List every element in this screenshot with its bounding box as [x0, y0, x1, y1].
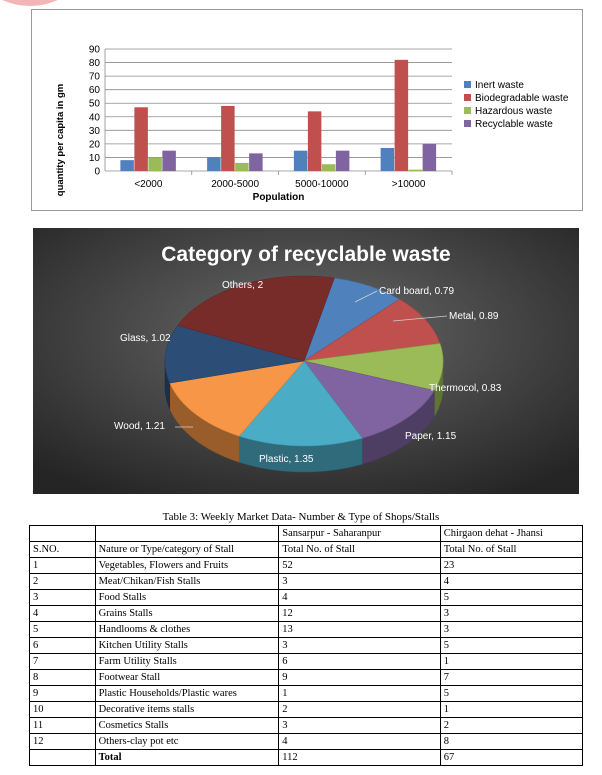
table-cell: 10 [30, 702, 96, 718]
bar-recyclable-waste [162, 151, 176, 171]
table-cell: 11 [30, 718, 96, 734]
table-cell: Decorative items stalls [95, 702, 279, 718]
bar-hazardous-waste [409, 170, 423, 171]
y-tick-label: 30 [88, 125, 100, 137]
recyclable-pie-chart [33, 228, 579, 494]
y-tick-label: 70 [88, 71, 100, 83]
table-row [30, 718, 583, 734]
table-caption: Table 3: Weekly Market Data- Number & Type of Shops/Stalls [162, 511, 440, 523]
bar-hazardous-waste [235, 163, 249, 171]
table-cell: 6 [279, 654, 440, 670]
legend-label: Inert waste [475, 80, 524, 91]
table-cell: 8 [30, 670, 96, 686]
bar-biodegradable-waste [395, 60, 409, 171]
table-cell: 52 [279, 558, 440, 574]
table-cell: Grains Stalls [95, 606, 279, 622]
y-tick-label: 20 [88, 139, 100, 151]
table-header-cell: Sansarpur - Saharanpur [279, 526, 440, 542]
table-total-cell [30, 750, 96, 766]
table-row [30, 670, 583, 686]
table-place-header-row [30, 526, 583, 542]
table-cell: 12 [30, 734, 96, 750]
legend-label: Hazardous waste [475, 106, 553, 117]
y-tick-label: 0 [94, 166, 100, 178]
table-header-cell [95, 526, 279, 542]
table-cell: 5 [440, 590, 582, 606]
table-cell: 4 [279, 734, 440, 750]
bar-inert-waste [207, 157, 221, 171]
pie-data-label: Metal, 0.89 [449, 311, 499, 322]
y-tick-label: 90 [88, 44, 100, 56]
bar-inert-waste [294, 151, 308, 171]
table-cell: 3 [30, 590, 96, 606]
table-row [30, 734, 583, 750]
table-cell: 2 [440, 718, 582, 734]
pie-data-label: Wood, 1.21 [114, 421, 165, 432]
table-cell: Farm Utility Stalls [95, 654, 279, 670]
pie-data-label: Thermocol, 0.83 [429, 383, 502, 394]
table-cell: Vegetables, Flowers and Fruits [95, 558, 279, 574]
legend-swatch [464, 107, 471, 114]
table-row [30, 558, 583, 574]
table-cell: Kitchen Utility Stalls [95, 638, 279, 654]
table-header-cell: S.NO. [30, 542, 96, 558]
table-cell: Handlooms & clothes [95, 622, 279, 638]
table-row [30, 622, 583, 638]
table-row [30, 638, 583, 654]
table-total-cell: Total [95, 750, 279, 766]
table-header-cell: Total No. of Stall [440, 542, 582, 558]
table-cell: 8 [440, 734, 582, 750]
table-row [30, 654, 583, 670]
table-cell: 3 [279, 574, 440, 590]
table-cell: 13 [279, 622, 440, 638]
table-column-header-row [30, 542, 583, 558]
bar-hazardous-waste [148, 157, 162, 171]
table-cell: 1 [440, 702, 582, 718]
waste-bar-chart [31, 9, 583, 211]
x-tick-label: 5000-10000 [295, 179, 349, 190]
legend-swatch [464, 94, 471, 101]
chart-title: Category of recyclable waste [161, 243, 451, 266]
table-cell: 23 [440, 558, 582, 574]
table-cell: 3 [440, 622, 582, 638]
market-stalls-table [29, 525, 583, 766]
table-row [30, 702, 583, 718]
table-total-row [30, 750, 583, 766]
table-cell: 1 [440, 654, 582, 670]
table-cell: 3 [440, 606, 582, 622]
pie-data-label: Paper, 1.15 [405, 431, 457, 442]
legend-swatch [464, 81, 471, 88]
bar-inert-waste [381, 148, 395, 171]
table-cell: 4 [279, 590, 440, 606]
pie-data-label: Glass, 1.02 [120, 333, 171, 344]
bar-biodegradable-waste [134, 107, 148, 171]
table-row [30, 606, 583, 622]
table-cell: Cosmetics Stalls [95, 718, 279, 734]
table-row [30, 590, 583, 606]
table-cell: 5 [440, 686, 582, 702]
table-cell: 12 [279, 606, 440, 622]
table-cell: 2 [30, 574, 96, 590]
table-cell: Footwear Stall [95, 670, 279, 686]
table-cell: 5 [440, 638, 582, 654]
table-cell: 7 [30, 654, 96, 670]
pie-chart-svg [33, 228, 579, 494]
bar-recyclable-waste [249, 153, 263, 171]
bar-biodegradable-waste [221, 106, 235, 171]
table-cell: Food Stalls [95, 590, 279, 606]
y-tick-label: 80 [88, 58, 100, 70]
table-cell: 5 [30, 622, 96, 638]
table-cell: 4 [440, 574, 582, 590]
x-axis-label: Population [252, 192, 305, 203]
table-header-cell [30, 526, 96, 542]
x-tick-label: 2000-5000 [211, 179, 260, 190]
bar-hazardous-waste [322, 164, 336, 171]
table-row [30, 574, 583, 590]
table-cell: 4 [30, 606, 96, 622]
table-cell: 7 [440, 670, 582, 686]
y-tick-label: 60 [88, 85, 100, 97]
table-row [30, 686, 583, 702]
table-cell: 9 [30, 686, 96, 702]
y-tick-label: 50 [88, 98, 100, 110]
table-cell: 6 [30, 638, 96, 654]
table-cell: 9 [279, 670, 440, 686]
x-tick-label: >10000 [391, 179, 426, 190]
pie-data-label: Others, 2 [222, 280, 264, 291]
legend-label: Biodegradable waste [475, 93, 569, 104]
table-cell: 1 [279, 686, 440, 702]
table-cell: 1 [30, 558, 96, 574]
bar-inert-waste [120, 160, 134, 171]
table-cell: 3 [279, 718, 440, 734]
table-cell: 3 [279, 638, 440, 654]
y-tick-label: 40 [88, 112, 100, 124]
legend-label: Recyclable waste [475, 119, 553, 130]
bar-chart-svg [32, 10, 582, 210]
y-tick-label: 10 [88, 152, 100, 164]
legend-swatch [464, 120, 471, 127]
bar-recyclable-waste [336, 151, 350, 171]
y-axis-label: quantity per capita in gm [55, 83, 66, 197]
table-header-cell: Total No. of Stall [279, 542, 440, 558]
table-total-cell: 112 [279, 750, 440, 766]
table-header-cell: Chirgaon dehat - Jhansi [440, 526, 582, 542]
table-header-cell: Nature or Type/category of Stall [95, 542, 279, 558]
bar-biodegradable-waste [308, 111, 322, 171]
x-tick-label: <2000 [134, 179, 163, 190]
bar-recyclable-waste [423, 144, 437, 171]
table-total-cell: 67 [440, 750, 582, 766]
pie-data-label: Plastic, 1.35 [259, 454, 314, 465]
table-cell: 2 [279, 702, 440, 718]
pie-data-label: Card board, 0.79 [379, 286, 455, 297]
table-cell: Plastic Households/Plastic wares [95, 686, 279, 702]
table-cell: Meat/Chikan/Fish Stalls [95, 574, 279, 590]
table-cell: Others-clay pot etc [95, 734, 279, 750]
